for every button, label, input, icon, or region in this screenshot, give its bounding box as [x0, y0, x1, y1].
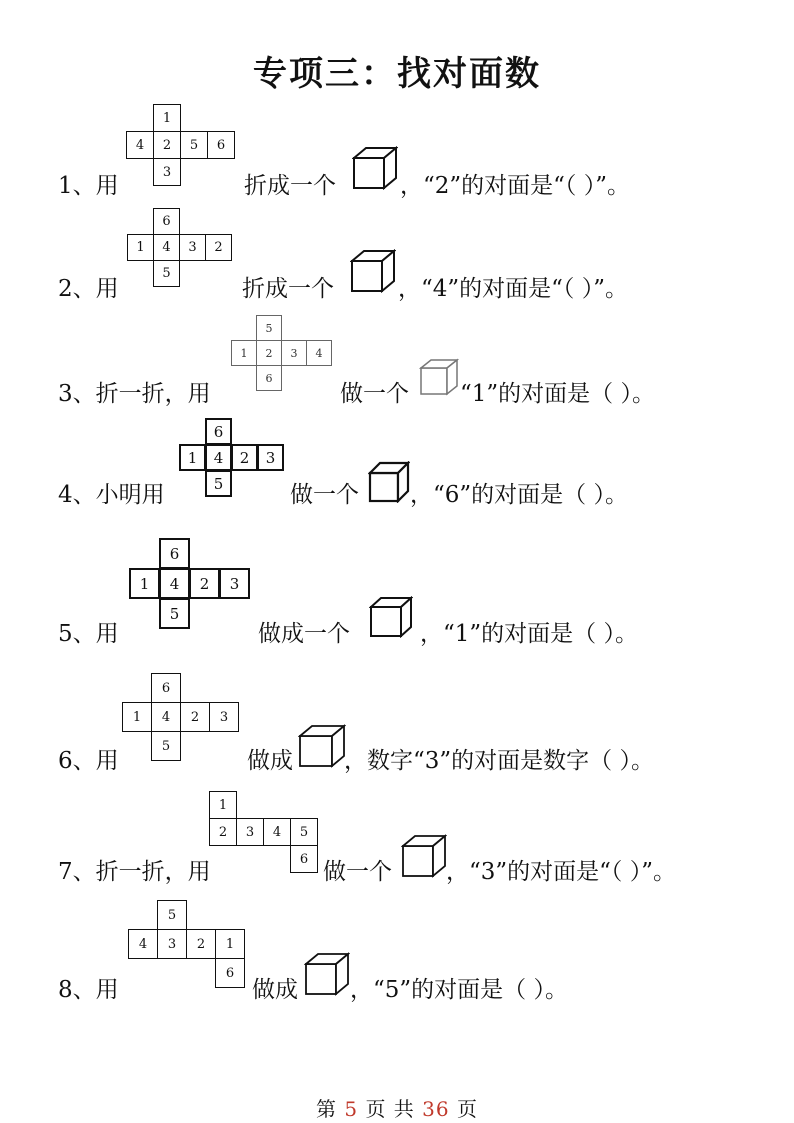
- net-cell: 6: [215, 958, 245, 988]
- question-prefix: 1、用: [58, 173, 119, 199]
- question-prefix: 7、折一折，用: [58, 859, 211, 885]
- net-cell: 4: [153, 234, 180, 261]
- question-mid: 做成一个: [258, 621, 350, 647]
- net-cell: 2: [209, 818, 237, 846]
- question-mid: 做一个: [340, 381, 409, 407]
- net-cell: 5: [151, 731, 181, 761]
- question-mid: 做一个: [323, 859, 392, 885]
- net-cell: 1: [129, 568, 160, 599]
- net-cell: 2: [186, 929, 216, 959]
- net-cell: 1: [209, 791, 237, 819]
- net-cell: 3: [157, 929, 187, 959]
- net-cell: 6: [153, 208, 180, 235]
- question-mid: 做成: [252, 977, 298, 1003]
- question-prefix: 8、用: [58, 977, 119, 1003]
- footer-prefix: 第: [316, 1097, 337, 1121]
- net-cell: 1: [153, 104, 181, 132]
- question-suffix: ，“3”的对面是“（ ）”。: [446, 859, 676, 885]
- question-prefix: 4、小明用: [58, 482, 165, 508]
- question-mid: 做一个: [290, 482, 359, 508]
- net-cell: 4: [263, 818, 291, 846]
- net-cell: 2: [180, 702, 210, 732]
- question-suffix: ，“1”的对面是（ ）。: [420, 621, 638, 647]
- cube-icon: [369, 596, 413, 638]
- question-mid: 折成一个: [244, 173, 336, 199]
- net-cell: 6: [290, 845, 318, 873]
- net-cell: 6: [207, 131, 235, 159]
- net-cell: 5: [180, 131, 208, 159]
- net-cell: 3: [179, 234, 206, 261]
- net-cell: 3: [219, 568, 250, 599]
- footer-suffix: 页: [456, 1097, 478, 1121]
- question-suffix: ，“5”的对面是（ ）。: [350, 977, 568, 1003]
- question-suffix: “1”的对面是（ ）。: [460, 381, 655, 407]
- cube-icon: [401, 834, 447, 878]
- page-footer: [0, 1093, 794, 1122]
- question-prefix: 3、折一折，用: [58, 381, 211, 407]
- net-cell: 5: [159, 598, 190, 629]
- question-mid: 折成一个: [242, 276, 334, 302]
- net-cell: 4: [128, 929, 158, 959]
- net-cell: 1: [122, 702, 152, 732]
- net-cell: 1: [179, 444, 206, 471]
- net-cell: 4: [306, 340, 332, 366]
- net-cell: 5: [157, 900, 187, 930]
- net-cell: 1: [231, 340, 257, 366]
- footer-page-number: 5: [344, 1097, 359, 1121]
- net-cell: 3: [281, 340, 307, 366]
- net-cell: 2: [231, 444, 258, 471]
- net-cell: 6: [151, 673, 181, 703]
- net-cell: 1: [127, 234, 154, 261]
- net-cell: 1: [215, 929, 245, 959]
- net-cell: 2: [189, 568, 220, 599]
- net-cell: 4: [159, 568, 190, 599]
- question-mid: 做成: [247, 748, 293, 774]
- net-cell: 5: [205, 470, 232, 497]
- cube-icon: [304, 952, 350, 996]
- net-cell: 2: [205, 234, 232, 261]
- question-prefix: 6、用: [58, 748, 119, 774]
- net-cell: 6: [159, 538, 190, 569]
- footer-total-pages: 36: [422, 1097, 450, 1121]
- net-cell: 3: [153, 158, 181, 186]
- cube-icon: [419, 358, 459, 396]
- question-prefix: 5、用: [58, 621, 119, 647]
- footer-middle: 页 共: [365, 1097, 415, 1121]
- cube-icon: [350, 249, 396, 293]
- net-cell: 4: [205, 444, 232, 471]
- cube-icon: [352, 146, 398, 190]
- net-cell: 3: [257, 444, 284, 471]
- cube-icon: [368, 461, 410, 503]
- question-prefix: 2、用: [58, 276, 119, 302]
- net-cell: 5: [256, 315, 282, 341]
- net-cell: 4: [151, 702, 181, 732]
- cube-icon: [298, 724, 346, 768]
- net-cell: 5: [153, 260, 180, 287]
- net-cell: 5: [290, 818, 318, 846]
- net-cell: 4: [126, 131, 154, 159]
- net-cell: 3: [236, 818, 264, 846]
- net-cell: 6: [205, 418, 232, 445]
- net-cell: 3: [209, 702, 239, 732]
- question-suffix: ，“6”的对面是（ ）。: [410, 482, 628, 508]
- net-cell: 2: [153, 131, 181, 159]
- net-cell: 2: [256, 340, 282, 366]
- question-suffix: ，“2”的对面是“（ ）”。: [400, 173, 630, 199]
- page-title: 专项三：找对面数: [253, 54, 541, 94]
- question-suffix: ，数字“3”的对面是数字（ ）。: [344, 748, 654, 774]
- question-suffix: ，“4”的对面是“（ ）”。: [398, 276, 628, 302]
- net-cell: 6: [256, 365, 282, 391]
